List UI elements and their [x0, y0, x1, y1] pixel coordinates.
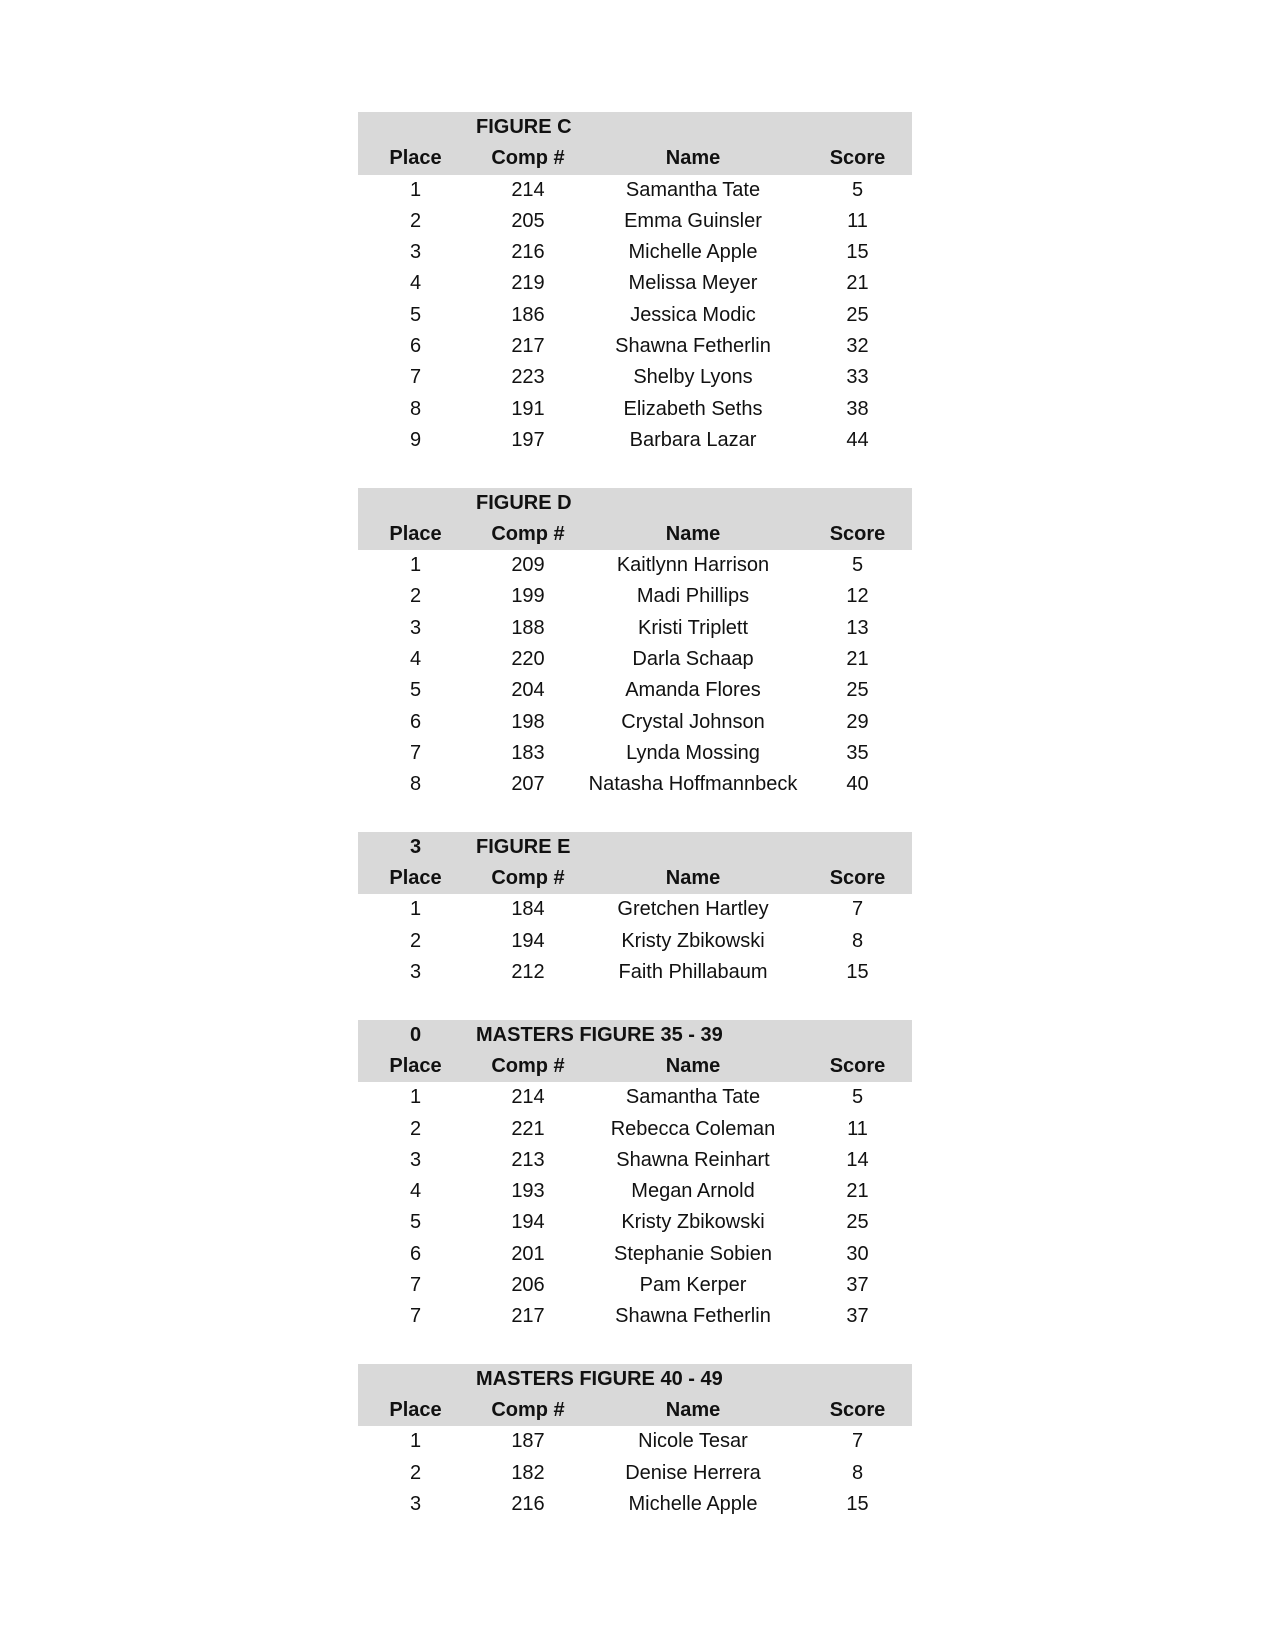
table-row — [358, 1270, 912, 1301]
results-table — [358, 112, 912, 456]
table-row — [358, 1426, 912, 1457]
table-row — [358, 394, 912, 425]
score-cell: 8 — [851, 1461, 864, 1484]
score-cell: 30 — [846, 1242, 869, 1265]
table-header — [358, 112, 912, 175]
section-prefix: 3 — [409, 835, 422, 858]
comp-number-cell: 182 — [511, 1461, 545, 1484]
competitor-name-cell: Melissa Meyer — [628, 272, 758, 295]
comp-number-cell: 184 — [511, 898, 545, 921]
score-cell: 25 — [846, 679, 869, 702]
column-header-score: Score — [829, 147, 886, 170]
competitor-name-cell: Barbara Lazar — [629, 428, 757, 451]
results-table — [358, 1020, 912, 1333]
table-header — [358, 1364, 912, 1427]
place-cell: 3 — [409, 1148, 422, 1171]
column-header-comp: Comp # — [491, 522, 565, 545]
score-cell: 15 — [846, 1493, 869, 1516]
place-cell: 9 — [409, 428, 422, 451]
results-table — [358, 1364, 912, 1520]
table-row — [358, 300, 912, 331]
comp-number-cell: 194 — [511, 929, 545, 952]
score-cell: 5 — [851, 554, 864, 577]
place-cell: 7 — [409, 366, 422, 389]
competitor-name-cell: Michelle Apple — [628, 241, 758, 264]
place-cell: 4 — [409, 648, 422, 671]
table-row — [358, 1458, 912, 1489]
score-cell: 5 — [851, 1086, 864, 1109]
place-cell: 1 — [409, 178, 422, 201]
table-row — [358, 581, 912, 612]
comp-number-cell: 191 — [511, 397, 545, 420]
section-title-row — [358, 1364, 912, 1395]
score-cell: 14 — [846, 1148, 869, 1171]
table-row — [358, 613, 912, 644]
place-cell: 7 — [409, 741, 422, 764]
results-table — [358, 832, 912, 988]
section-title-row — [358, 1020, 912, 1051]
place-cell: 2 — [409, 1117, 422, 1140]
column-header-place: Place — [389, 147, 442, 170]
column-header-row — [358, 1051, 912, 1082]
competitor-name-cell: Shawna Fetherlin — [615, 1305, 771, 1328]
column-header-score: Score — [829, 1399, 886, 1422]
table-row — [358, 1301, 912, 1332]
competitor-name-cell: Elizabeth Seths — [623, 397, 763, 420]
table-header — [358, 1020, 912, 1083]
column-header-score: Score — [829, 522, 886, 545]
comp-number-cell: 223 — [511, 366, 545, 389]
score-cell: 44 — [846, 428, 869, 451]
results-page — [358, 112, 912, 1552]
competitor-name-cell: Nicole Tesar — [638, 1430, 748, 1453]
place-cell: 1 — [409, 1086, 422, 1109]
competitor-name-cell: Kristy Zbikowski — [621, 1211, 765, 1234]
table-row — [358, 707, 912, 738]
place-cell: 1 — [409, 554, 422, 577]
competitor-name-cell: Madi Phillips — [636, 585, 750, 608]
section-title: MASTERS FIGURE 40 - 49 — [476, 1367, 723, 1390]
comp-number-cell: 193 — [511, 1180, 545, 1203]
table-row — [358, 644, 912, 675]
table-row — [358, 1082, 912, 1113]
comp-number-cell: 194 — [511, 1211, 545, 1234]
place-cell: 2 — [409, 1461, 422, 1484]
competitor-name-cell: Kaitlynn Harrison — [616, 554, 770, 577]
table-row — [358, 894, 912, 925]
competitor-name-cell: Amanda Flores — [625, 679, 761, 702]
comp-number-cell: 219 — [511, 272, 545, 295]
place-cell: 3 — [409, 1493, 422, 1516]
score-cell: 8 — [851, 929, 864, 952]
table-row — [358, 1207, 912, 1238]
column-header-name: Name — [665, 522, 721, 545]
competitor-name-cell: Lynda Mossing — [626, 741, 760, 764]
competitor-name-cell: Michelle Apple — [628, 1493, 758, 1516]
score-cell: 5 — [851, 178, 864, 201]
table-row — [358, 957, 912, 988]
score-cell: 38 — [846, 397, 869, 420]
section-title: FIGURE D — [476, 491, 572, 514]
table-row — [358, 769, 912, 800]
score-cell: 21 — [846, 272, 869, 295]
score-cell: 37 — [846, 1305, 869, 1328]
comp-number-cell: 197 — [511, 428, 545, 451]
table-row — [358, 362, 912, 393]
column-header-row — [358, 863, 912, 894]
place-cell: 2 — [409, 929, 422, 952]
place-cell: 4 — [409, 272, 422, 295]
competitor-name-cell: Kristy Zbikowski — [621, 929, 765, 952]
column-header-score: Score — [829, 867, 886, 890]
place-cell: 3 — [409, 961, 422, 984]
table-row — [358, 331, 912, 362]
column-header-name: Name — [665, 147, 721, 170]
score-cell: 15 — [846, 241, 869, 264]
table-row — [358, 1145, 912, 1176]
comp-number-cell: 209 — [511, 554, 545, 577]
column-header-name: Name — [665, 867, 721, 890]
table-row — [358, 237, 912, 268]
section-title: MASTERS FIGURE 35 - 39 — [476, 1023, 723, 1046]
competitor-name-cell: Samantha Tate — [625, 178, 761, 201]
place-cell: 5 — [409, 1211, 422, 1234]
competitor-name-cell: Jessica Modic — [630, 303, 756, 326]
place-cell: 6 — [409, 335, 422, 358]
score-cell: 12 — [846, 585, 869, 608]
comp-number-cell: 216 — [511, 1493, 545, 1516]
column-header-name: Name — [665, 1054, 721, 1077]
competitor-name-cell: Rebecca Coleman — [610, 1117, 776, 1140]
table-row — [358, 175, 912, 206]
comp-number-cell: 212 — [511, 961, 545, 984]
column-header-row — [358, 1395, 912, 1426]
table-row — [358, 206, 912, 237]
competitor-name-cell: Gretchen Hartley — [617, 898, 769, 921]
table-row — [358, 926, 912, 957]
column-header-score: Score — [829, 1054, 886, 1077]
comp-number-cell: 183 — [511, 741, 545, 764]
section-title-row — [358, 832, 912, 863]
score-cell: 25 — [846, 303, 869, 326]
competitor-name-cell: Samantha Tate — [625, 1086, 761, 1109]
comp-number-cell: 217 — [511, 335, 545, 358]
comp-number-cell: 206 — [511, 1273, 545, 1296]
competitor-name-cell: Emma Guinsler — [624, 209, 762, 232]
competitor-name-cell: Megan Arnold — [631, 1180, 755, 1203]
section-title: FIGURE C — [476, 116, 572, 138]
comp-number-cell: 207 — [511, 773, 545, 796]
place-cell: 6 — [409, 1242, 422, 1265]
place-cell: 6 — [409, 710, 422, 733]
place-cell: 4 — [409, 1180, 422, 1203]
comp-number-cell: 201 — [511, 1242, 545, 1265]
score-cell: 40 — [846, 773, 869, 796]
score-cell: 37 — [846, 1273, 869, 1296]
score-cell: 11 — [847, 209, 868, 232]
comp-number-cell: 187 — [511, 1430, 545, 1453]
table-row — [358, 675, 912, 706]
comp-number-cell: 198 — [511, 710, 545, 733]
column-header-comp: Comp # — [491, 867, 565, 890]
comp-number-cell: 214 — [511, 1086, 545, 1109]
score-cell: 21 — [846, 1180, 869, 1203]
column-header-comp: Comp # — [491, 1399, 565, 1422]
section-title: FIGURE E — [476, 835, 571, 858]
score-cell: 29 — [846, 710, 869, 733]
place-cell: 5 — [409, 679, 422, 702]
competitor-name-cell: Shawna Fetherlin — [615, 335, 771, 358]
section-title-row — [358, 112, 912, 143]
place-cell: 5 — [409, 303, 422, 326]
comp-number-cell: 217 — [511, 1305, 545, 1328]
column-header-place: Place — [389, 522, 442, 545]
score-cell: 35 — [846, 741, 869, 764]
place-cell: 2 — [409, 209, 422, 232]
place-cell: 2 — [409, 585, 422, 608]
competitor-name-cell: Pam Kerper — [639, 1273, 747, 1296]
table-row — [358, 738, 912, 769]
score-cell: 32 — [846, 335, 869, 358]
column-header-place: Place — [389, 867, 442, 890]
table-header — [358, 832, 912, 895]
table-row — [358, 1176, 912, 1207]
place-cell: 8 — [409, 773, 422, 796]
comp-number-cell: 204 — [511, 679, 545, 702]
column-header-row — [358, 519, 912, 550]
place-cell: 8 — [409, 397, 422, 420]
competitor-name-cell: Darla Schaap — [632, 648, 754, 671]
place-cell: 7 — [409, 1273, 422, 1296]
place-cell: 7 — [409, 1305, 422, 1328]
competitor-name-cell: Stephanie Sobien — [614, 1242, 772, 1265]
table-row — [358, 268, 912, 299]
comp-number-cell: 213 — [511, 1148, 545, 1171]
competitor-name-cell: Crystal Johnson — [621, 710, 765, 733]
comp-number-cell: 214 — [511, 178, 545, 201]
table-row — [358, 1239, 912, 1270]
section-prefix: 0 — [409, 1023, 422, 1046]
results-table — [358, 488, 912, 801]
comp-number-cell: 188 — [511, 616, 545, 639]
comp-number-cell: 199 — [511, 585, 545, 608]
column-header-row — [358, 143, 912, 174]
table-row — [358, 425, 912, 456]
column-header-name: Name — [665, 1399, 721, 1422]
place-cell: 1 — [409, 1430, 422, 1453]
column-header-place: Place — [389, 1054, 442, 1077]
comp-number-cell: 186 — [511, 303, 545, 326]
comp-number-cell: 220 — [511, 648, 545, 671]
column-header-place: Place — [389, 1399, 442, 1422]
competitor-name-cell: Shawna Reinhart — [616, 1148, 770, 1171]
score-cell: 7 — [851, 898, 864, 921]
table-row — [358, 1489, 912, 1520]
column-header-comp: Comp # — [491, 147, 565, 170]
comp-number-cell: 221 — [511, 1117, 545, 1140]
column-header-comp: Comp # — [491, 1054, 565, 1077]
score-cell: 13 — [846, 616, 869, 639]
score-cell: 11 — [847, 1117, 868, 1140]
section-title-row — [358, 488, 912, 519]
competitor-name-cell: Natasha Hoffmannbeck — [588, 773, 798, 796]
competitor-name-cell: Faith Phillabaum — [618, 961, 768, 984]
score-cell: 7 — [851, 1430, 864, 1453]
comp-number-cell: 205 — [511, 209, 545, 232]
score-cell: 25 — [846, 1211, 869, 1234]
table-row — [358, 1114, 912, 1145]
score-cell: 21 — [846, 648, 869, 671]
score-cell: 15 — [846, 961, 869, 984]
place-cell: 3 — [409, 241, 422, 264]
competitor-name-cell: Shelby Lyons — [633, 366, 753, 389]
competitor-name-cell: Denise Herrera — [625, 1461, 761, 1484]
table-header — [358, 488, 912, 551]
place-cell: 3 — [409, 616, 422, 639]
comp-number-cell: 216 — [511, 241, 545, 264]
competitor-name-cell: Kristi Triplett — [637, 616, 749, 639]
score-cell: 33 — [846, 366, 869, 389]
place-cell: 1 — [409, 898, 422, 921]
table-row — [358, 550, 912, 581]
